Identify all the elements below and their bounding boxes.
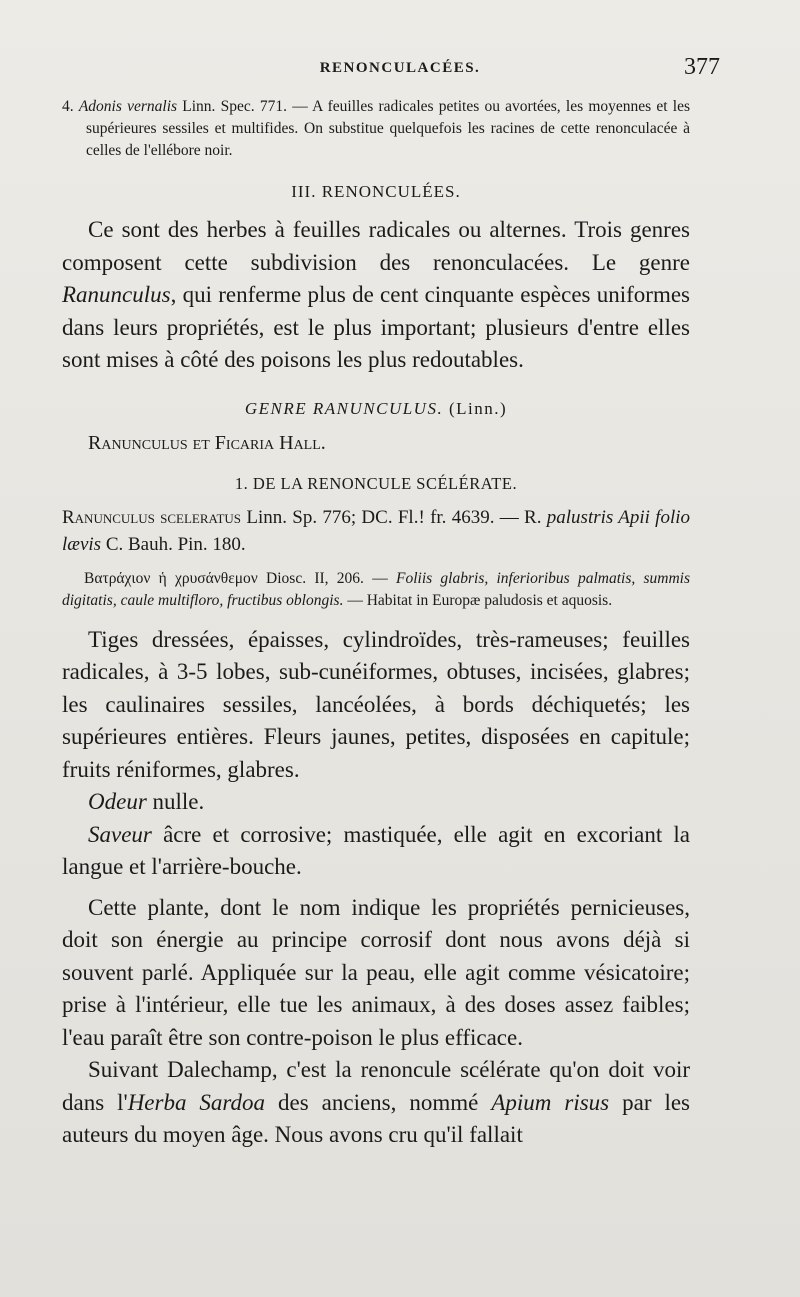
section-title: III. RENONCULÉES. (291, 182, 461, 201)
species-synonymy (62, 504, 690, 558)
species-authority: Linn. Spec. 771. (182, 98, 287, 115)
saveur-label: Saveur (88, 821, 152, 847)
page-body (62, 96, 690, 1152)
intro-text-1: Ce sont des herbes à feuilles radicales ou alternes. Trois genres composent cette subdivision des renonculacées. Le genre (62, 217, 690, 275)
saveur-text: âcre et corrosive; mastiquée, elle agit en excoriant la langue et l'arrière-bouche. (62, 821, 690, 879)
latin-description (62, 568, 690, 612)
properties-paragraph: Cette plante, dont le nom indique les propriétés pernicieuses, doit son énergie au principe corrosif dont nous avons déjà si souvent parlé. Appliquée sur la peau, elle agit comme vésicatoire; prise à l'intérieur, elle tue les animaux, à des doses assez faibles; l'eau paraît être son contre-poison le plus efficace. (62, 894, 690, 1050)
intro-genus-italic: Ranunculus (62, 282, 171, 307)
entry-adonis-vernalis (62, 96, 690, 162)
genus-subtitle (62, 431, 690, 456)
running-head: RENONCULACÉES. (319, 60, 481, 76)
page-header (0, 56, 800, 86)
saveur-paragraph (62, 819, 690, 884)
description-paragraph: Tiges dressées, épaisses, cylindroïdes, très-rameuses; feuilles radicales, à 3-5 lobes, sub-cunéiformes, obtuses, incisées, glabres; les caulinaires sessiles, lancéolées, à bords déchiquetés; les supérieures entières. Fleurs jaunes, petites, disposées en capitule; fruits réniformes, glabres. (62, 626, 690, 782)
dalechamp-text-2: des anciens, nommé (265, 1089, 492, 1115)
synonymy-ref: Linn. Sp. 776; DC. Fl.! fr. 4639. — R. (246, 506, 542, 528)
latin-greek: Βατράχιον ἡ χρυσάνθεμον Diosc. II, 206. — (84, 569, 396, 587)
synonymy-name: Ranunculus sceleratus (62, 506, 242, 528)
latin-diagnosis: Foliis glabris, inferioribus palmatis, summis digitatis, caule multifloro, fructibus oblongis. (62, 569, 691, 609)
genus-title: GENRE RANUNCULUS. (244, 398, 444, 418)
genus-heading (62, 399, 690, 419)
genus-synonym: Ranunculus et Ficaria Hall. (88, 431, 326, 454)
genus-authority: (Linn.) (448, 398, 508, 418)
intro-paragraph (62, 214, 690, 377)
dalechamp-text-1: Suivant Dalechamp, c'est la renoncule scélérate qu'on doit voir dans l' (62, 1057, 690, 1115)
synonymy-italic: palustris Apii folio lævis (62, 506, 691, 555)
species-title: 1. DE LA RENONCULE SCÉLÉRATE. (234, 473, 518, 493)
page-number: 377 (684, 54, 720, 80)
odeur-line (62, 786, 690, 819)
species-name: Adonis vernalis (78, 98, 178, 115)
synonymy-ref-2: C. Bauh. Pin. 180. (105, 533, 246, 555)
dalechamp-paragraph (62, 1054, 690, 1152)
entry-text: — A feuilles radicales petites ou avortées, les moyennes et les supérieures sessiles et multifides. On substitue quelquefois les racines de cette renonculacée à celles de l'ellébore noir. (86, 98, 691, 159)
apium-risus: Apium risus (491, 1089, 610, 1115)
dalechamp-text-3: par les auteurs du moyen âge. Nous avons cru qu'il fallait (62, 1089, 691, 1147)
odeur-label: Odeur (88, 789, 147, 814)
intro-text-2: , qui renferme plus de cent cinquante espèces uniformes dans leurs propriétés, est le plus important; plusieurs d'entre elles sont mises à côté des poisons les plus redoutables. (62, 282, 690, 372)
latin-habitat: — Habitat in Europæ paludosis et aquosis. (343, 591, 613, 609)
odeur-text: nulle. (146, 789, 205, 814)
entry-number: 4. (62, 98, 74, 115)
herba-sardoa: Herba Sardoa (127, 1089, 266, 1115)
